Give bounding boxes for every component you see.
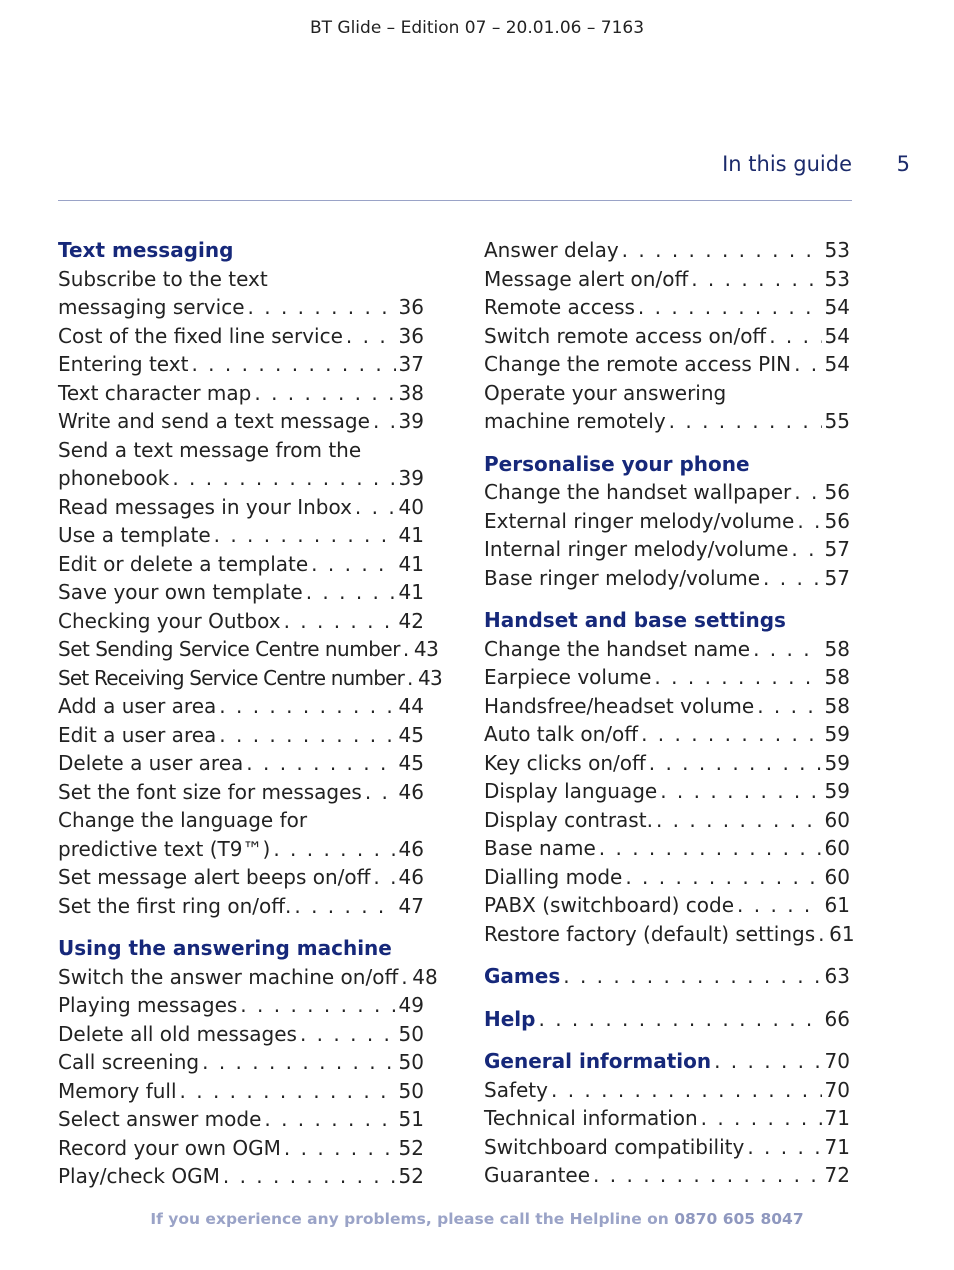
- dot-leader: [246, 749, 395, 778]
- helpline-number: 0870 605 8047: [674, 1210, 804, 1228]
- toc-entry-text: External ringer melody/volume: [484, 508, 795, 533]
- toc-page-number: 63: [824, 964, 850, 988]
- toc-entry-text: Edit a user area: [58, 722, 217, 747]
- toc-entry[interactable]: [484, 535, 850, 564]
- toc-page-number: 52: [398, 1135, 424, 1160]
- toc-entry-text: Subscribe to the text: [58, 266, 268, 291]
- toc-entry-text: Switch the answer machine on/off: [58, 964, 399, 989]
- dot-leader: [551, 1076, 822, 1105]
- toc-entry-games[interactable]: [484, 962, 850, 991]
- dot-leader: [248, 293, 396, 322]
- dot-leader: [757, 692, 821, 721]
- toc-page-number: 37: [398, 352, 424, 376]
- section-gap: [484, 991, 850, 1005]
- dot-leader: [172, 464, 395, 493]
- helpline-footer: [0, 1210, 954, 1228]
- dot-leader: [365, 778, 396, 807]
- toc-entry[interactable]: [58, 692, 424, 721]
- dot-leader: [355, 493, 396, 522]
- toc-page-number: 46: [398, 779, 424, 804]
- toc-page-number: 46: [398, 836, 424, 861]
- toc-page-number: 39: [398, 409, 424, 433]
- toc-entry-text: Safety: [484, 1077, 548, 1102]
- toc-page-number: 50: [398, 1078, 424, 1103]
- dot-leader: [622, 236, 822, 265]
- toc-entry[interactable]: [484, 863, 850, 892]
- toc-entry[interactable]: [58, 1162, 424, 1191]
- toc-page-number: 51: [398, 1107, 424, 1131]
- dot-leader: [202, 1048, 395, 1077]
- dot-leader: [593, 1161, 822, 1190]
- toc-page-number: 40: [398, 494, 424, 519]
- edition-line: BT Glide – Edition 07 – 20.01.06 – 7163: [309, 18, 645, 38]
- dot-leader: [219, 721, 395, 750]
- toc-entry[interactable]: [58, 635, 439, 664]
- toc-entry-general-information[interactable]: [484, 1047, 850, 1076]
- toc-entry-line: [58, 265, 424, 294]
- dot-leader: [753, 635, 821, 664]
- toc-entry[interactable]: [58, 407, 424, 436]
- toc-page-number: 56: [824, 508, 850, 533]
- toc-entry[interactable]: [58, 1105, 424, 1134]
- toc-entry-text: Change the language for: [58, 808, 308, 832]
- toc-page-number: 50: [398, 1050, 424, 1074]
- toc-entry[interactable]: [58, 664, 442, 693]
- toc-entry[interactable]: [58, 1134, 424, 1163]
- dot-leader: [638, 293, 822, 322]
- dot-leader: [284, 1134, 396, 1163]
- toc-entry-text: Select answer mode: [58, 1107, 262, 1131]
- toc-page-number: 53: [824, 266, 850, 291]
- toc-page-number: 41: [398, 580, 424, 604]
- dot-leader: [284, 607, 396, 636]
- toc-entry[interactable]: [58, 464, 424, 493]
- toc-entry-text: Games: [484, 964, 561, 988]
- dot-leader: [714, 1047, 821, 1076]
- dot-leader: [747, 1133, 821, 1162]
- dot-leader: [654, 663, 821, 692]
- toc-page-number: 45: [398, 751, 424, 775]
- toc-page-number: 57: [824, 565, 850, 590]
- toc-page-number: 61: [824, 893, 850, 917]
- toc-entry[interactable]: [58, 293, 424, 322]
- toc-entry-text: Change the handset wallpaper: [484, 480, 792, 504]
- toc-entry-line: [58, 806, 424, 835]
- toc-entry[interactable]: [484, 749, 850, 778]
- toc-entry-text: Earpiece volume: [484, 665, 652, 689]
- toc-entry-text: Entering text: [58, 352, 189, 376]
- toc-page-number: 57: [824, 537, 850, 561]
- toc-page-number: 70: [824, 1077, 850, 1102]
- toc-entry[interactable]: [58, 892, 424, 921]
- header-rule: [58, 200, 852, 201]
- toc-entry-text: Add a user area: [58, 694, 217, 718]
- running-head: In this guide: [722, 152, 852, 176]
- toc-entry-text: Save your own template: [58, 580, 303, 604]
- section-title-answering-machine: Using the answering machine: [58, 936, 392, 960]
- section-title-handset-base: Handset and base settings: [484, 608, 786, 632]
- toc-page-number: 60: [824, 807, 850, 832]
- toc-entry[interactable]: [484, 777, 850, 806]
- toc-entry[interactable]: [58, 607, 424, 636]
- dot-leader: [656, 806, 822, 835]
- toc-page-number: 42: [398, 608, 424, 633]
- toc-entry[interactable]: [58, 379, 424, 408]
- toc-entry[interactable]: [484, 834, 850, 863]
- toc-page-number: 50: [398, 1021, 424, 1046]
- toc-entry-text: Use a template: [58, 523, 211, 547]
- toc-entry[interactable]: [484, 1133, 850, 1162]
- toc-page-number: 39: [398, 466, 424, 490]
- dot-leader: [180, 1077, 396, 1106]
- toc-page-number: 54: [824, 295, 850, 319]
- toc-entry[interactable]: [484, 265, 850, 294]
- toc-entry-text: Base name: [484, 836, 596, 860]
- dot-leader: [794, 350, 821, 379]
- toc-page-number: 60: [824, 836, 850, 860]
- toc-entry-text: Restore factory (default) settings: [484, 921, 816, 946]
- toc-entry[interactable]: [484, 407, 850, 436]
- toc-page-number: 71: [824, 1134, 850, 1159]
- dot-leader: [311, 550, 395, 579]
- toc-entry-text: Playing messages: [58, 993, 238, 1017]
- toc-entry[interactable]: [58, 322, 424, 351]
- section-title-text-messaging: Text messaging: [58, 238, 234, 262]
- toc-entry[interactable]: [484, 692, 850, 721]
- dot-leader: [563, 962, 821, 991]
- toc-entry[interactable]: [58, 493, 424, 522]
- dot-leader: [219, 692, 395, 721]
- toc-entry[interactable]: [484, 478, 850, 507]
- toc-page-number: 48: [412, 964, 438, 989]
- toc-entry[interactable]: [58, 1048, 424, 1077]
- dot-leader: [254, 379, 395, 408]
- dot-leader: [273, 835, 395, 864]
- dot-leader: [691, 265, 821, 294]
- dot-leader: [794, 478, 821, 507]
- toc-column-left: [58, 236, 442, 1191]
- dot-leader: [660, 777, 821, 806]
- toc-entry[interactable]: [484, 507, 850, 536]
- toc-entry[interactable]: [484, 1104, 850, 1133]
- toc-entry-text: Text character map: [58, 380, 252, 405]
- toc-entry-text: Switch remote access on/off: [484, 323, 767, 348]
- toc-entry-text: Operate your answering: [484, 380, 727, 405]
- toc-page-number: 36: [398, 295, 424, 319]
- dot-leader: [373, 407, 396, 436]
- dot-leader: [791, 535, 821, 564]
- toc-entry[interactable]: [484, 720, 850, 749]
- toc-entry-text: Message alert on/off: [484, 266, 689, 291]
- dot-leader: [669, 407, 822, 436]
- dot-leader: [300, 1020, 396, 1049]
- toc-entry[interactable]: [58, 1020, 424, 1049]
- toc-entry-text: Switchboard compatibility: [484, 1134, 745, 1159]
- toc-entry-text: Guarantee: [484, 1163, 591, 1187]
- toc-page-number: 47: [398, 893, 424, 918]
- toc-page-number: 36: [398, 323, 424, 348]
- dot-leader: [599, 834, 822, 863]
- toc-entry[interactable]: [484, 350, 850, 379]
- toc-page-number: 70: [824, 1049, 850, 1073]
- toc-entry-text: Record your own OGM: [58, 1135, 281, 1160]
- toc-entry-text: phonebook: [58, 466, 170, 490]
- toc-entry[interactable]: [484, 1076, 850, 1105]
- toc-entry[interactable]: [58, 1077, 424, 1106]
- toc-page-number: 53: [824, 238, 850, 262]
- toc-entry-text: Base ringer melody/volume: [484, 565, 761, 590]
- toc-entry-text: Play/check OGM: [58, 1164, 220, 1188]
- dot-leader: [306, 578, 396, 607]
- toc-page-number: 58: [824, 693, 850, 718]
- dot-leader: [240, 991, 395, 1020]
- toc-entry-text: Set the first ring on/off.: [58, 893, 292, 918]
- toc-entry-text: Dialling mode: [484, 864, 623, 889]
- toc-entry[interactable]: [484, 1161, 850, 1190]
- toc-entry-text: Remote access: [484, 295, 635, 319]
- toc-page-number: 59: [824, 722, 850, 746]
- toc-entry-text: Checking your Outbox: [58, 608, 281, 633]
- toc-page-number: 56: [824, 480, 850, 504]
- toc-entry-text: Change the handset name: [484, 636, 751, 661]
- toc-page-number: 54: [824, 352, 850, 376]
- toc-page-number: 58: [824, 665, 850, 689]
- toc-entry-help[interactable]: [484, 1005, 850, 1034]
- toc-entry[interactable]: [58, 578, 424, 607]
- toc-entry-text: Auto talk on/off: [484, 722, 639, 746]
- toc-entry-text: Set the font size for messages: [58, 779, 362, 804]
- toc-entry[interactable]: [484, 891, 850, 920]
- footer-text: If you experience any problems, please call the Helpline on: [150, 1210, 675, 1228]
- toc-entry-text: predictive text (T9™): [58, 836, 271, 861]
- toc-page-number: 41: [398, 523, 424, 547]
- toc-page-number: 72: [824, 1163, 850, 1187]
- toc-page-number: 58: [824, 636, 850, 661]
- dot-leader: [407, 664, 415, 693]
- toc-entry-text: Memory full: [58, 1078, 177, 1103]
- toc-page-number: 41: [398, 551, 424, 576]
- toc-entry-text: machine remotely: [484, 409, 666, 433]
- toc-entry[interactable]: [58, 991, 424, 1020]
- dot-leader: [346, 322, 396, 351]
- toc-entry[interactable]: [484, 663, 850, 692]
- dot-leader: [701, 1104, 822, 1133]
- toc-entry-text: Cost of the fixed line service: [58, 323, 343, 348]
- toc-entry-text: Display language: [484, 779, 658, 803]
- toc-entry-text: Delete all old messages: [58, 1021, 297, 1046]
- toc-entry-text: Write and send a text message: [58, 409, 370, 433]
- toc-page-number: 59: [824, 779, 850, 803]
- toc-column-right: [484, 236, 855, 1190]
- toc-entry-text: messaging service: [58, 295, 245, 319]
- toc-entry-text: PABX (switchboard) code: [484, 893, 735, 917]
- toc-entry[interactable]: [58, 835, 424, 864]
- dot-leader: [763, 564, 822, 593]
- toc-entry[interactable]: [484, 293, 850, 322]
- toc-entry-text: Display contrast.: [484, 807, 653, 832]
- toc-entry-text: Delete a user area: [58, 751, 244, 775]
- toc-page-number: 61: [829, 921, 855, 946]
- toc-page-number: 43: [418, 665, 442, 690]
- toc-page-number: 44: [398, 694, 424, 718]
- toc-page-number: 49: [398, 993, 424, 1017]
- toc-entry[interactable]: [58, 863, 424, 892]
- toc-page-number: 60: [824, 864, 850, 889]
- toc-entry-text: Help: [484, 1006, 536, 1031]
- toc-entry-text: Technical information: [484, 1106, 698, 1130]
- toc-entry-line: [58, 436, 424, 465]
- section-gap: [58, 920, 424, 934]
- toc-entry[interactable]: [58, 721, 424, 750]
- toc-entry[interactable]: [484, 564, 850, 593]
- toc-entry-text: Change the remote access PIN: [484, 352, 792, 376]
- toc-entry-text: Handsfree/headset volume: [484, 693, 755, 718]
- toc-entry-text: Send a text message from the: [58, 437, 362, 462]
- toc-entry-text: Set message alert beeps on/off: [58, 865, 371, 889]
- dot-leader: [294, 892, 395, 921]
- toc-entry[interactable]: [484, 635, 850, 664]
- toc-entry[interactable]: [58, 749, 424, 778]
- toc-page-number: 66: [824, 1006, 850, 1031]
- toc-entry[interactable]: [484, 806, 850, 835]
- section-gap: [484, 592, 850, 606]
- toc-entry[interactable]: [484, 322, 850, 351]
- toc-page-number: 71: [824, 1106, 850, 1130]
- dot-leader: [818, 920, 826, 949]
- toc-entry-text: Set Sending Service Centre number: [58, 637, 400, 661]
- toc-entry-text: Answer delay: [484, 238, 619, 262]
- dot-leader: [649, 749, 822, 778]
- toc-entry[interactable]: [58, 521, 424, 550]
- toc-page-number: 45: [398, 722, 424, 747]
- dot-leader: [401, 963, 409, 992]
- toc-entry[interactable]: [58, 778, 424, 807]
- section-gap: [484, 436, 850, 450]
- toc-entry[interactable]: [484, 920, 855, 949]
- toc-page-number: 46: [398, 865, 424, 889]
- toc-entry-text: General information: [484, 1049, 712, 1073]
- dot-leader: [737, 891, 822, 920]
- dot-leader: [769, 322, 821, 351]
- dot-leader: [403, 635, 411, 664]
- toc-entry[interactable]: [484, 236, 850, 265]
- toc-entry-text: Read messages in your Inbox: [58, 494, 352, 519]
- toc-entry-text: Key clicks on/off: [484, 750, 646, 775]
- section-gap: [484, 948, 850, 962]
- toc-page-number: 54: [824, 323, 850, 348]
- section-title-personalise: Personalise your phone: [484, 451, 750, 476]
- toc-entry-text: Set Receiving Service Centre number: [58, 665, 405, 690]
- dot-leader: [641, 720, 821, 749]
- toc-entry-text: Call screening: [58, 1050, 200, 1074]
- dot-leader: [264, 1105, 395, 1134]
- dot-leader: [625, 863, 821, 892]
- toc-page-number: 52: [398, 1164, 424, 1188]
- toc-entry-line: [484, 379, 850, 408]
- toc-entry-text: Edit or delete a template: [58, 551, 309, 576]
- toc-page-number: 38: [398, 380, 424, 405]
- toc-entry-text: Internal ringer melody/volume: [484, 537, 789, 561]
- dot-leader: [223, 1162, 396, 1191]
- section-gap: [484, 1033, 850, 1047]
- toc-entry[interactable]: [58, 350, 424, 379]
- toc-entry[interactable]: [58, 963, 438, 992]
- toc-entry[interactable]: [58, 550, 424, 579]
- dot-leader: [373, 863, 395, 892]
- page-number: 5: [896, 152, 910, 176]
- dot-leader: [797, 507, 821, 536]
- toc-page-number: 59: [824, 750, 850, 775]
- dot-leader: [214, 521, 396, 550]
- toc-page-number: 55: [824, 409, 850, 433]
- dot-leader: [538, 1005, 821, 1034]
- toc-page-number: 43: [413, 637, 439, 661]
- dot-leader: [191, 350, 395, 379]
